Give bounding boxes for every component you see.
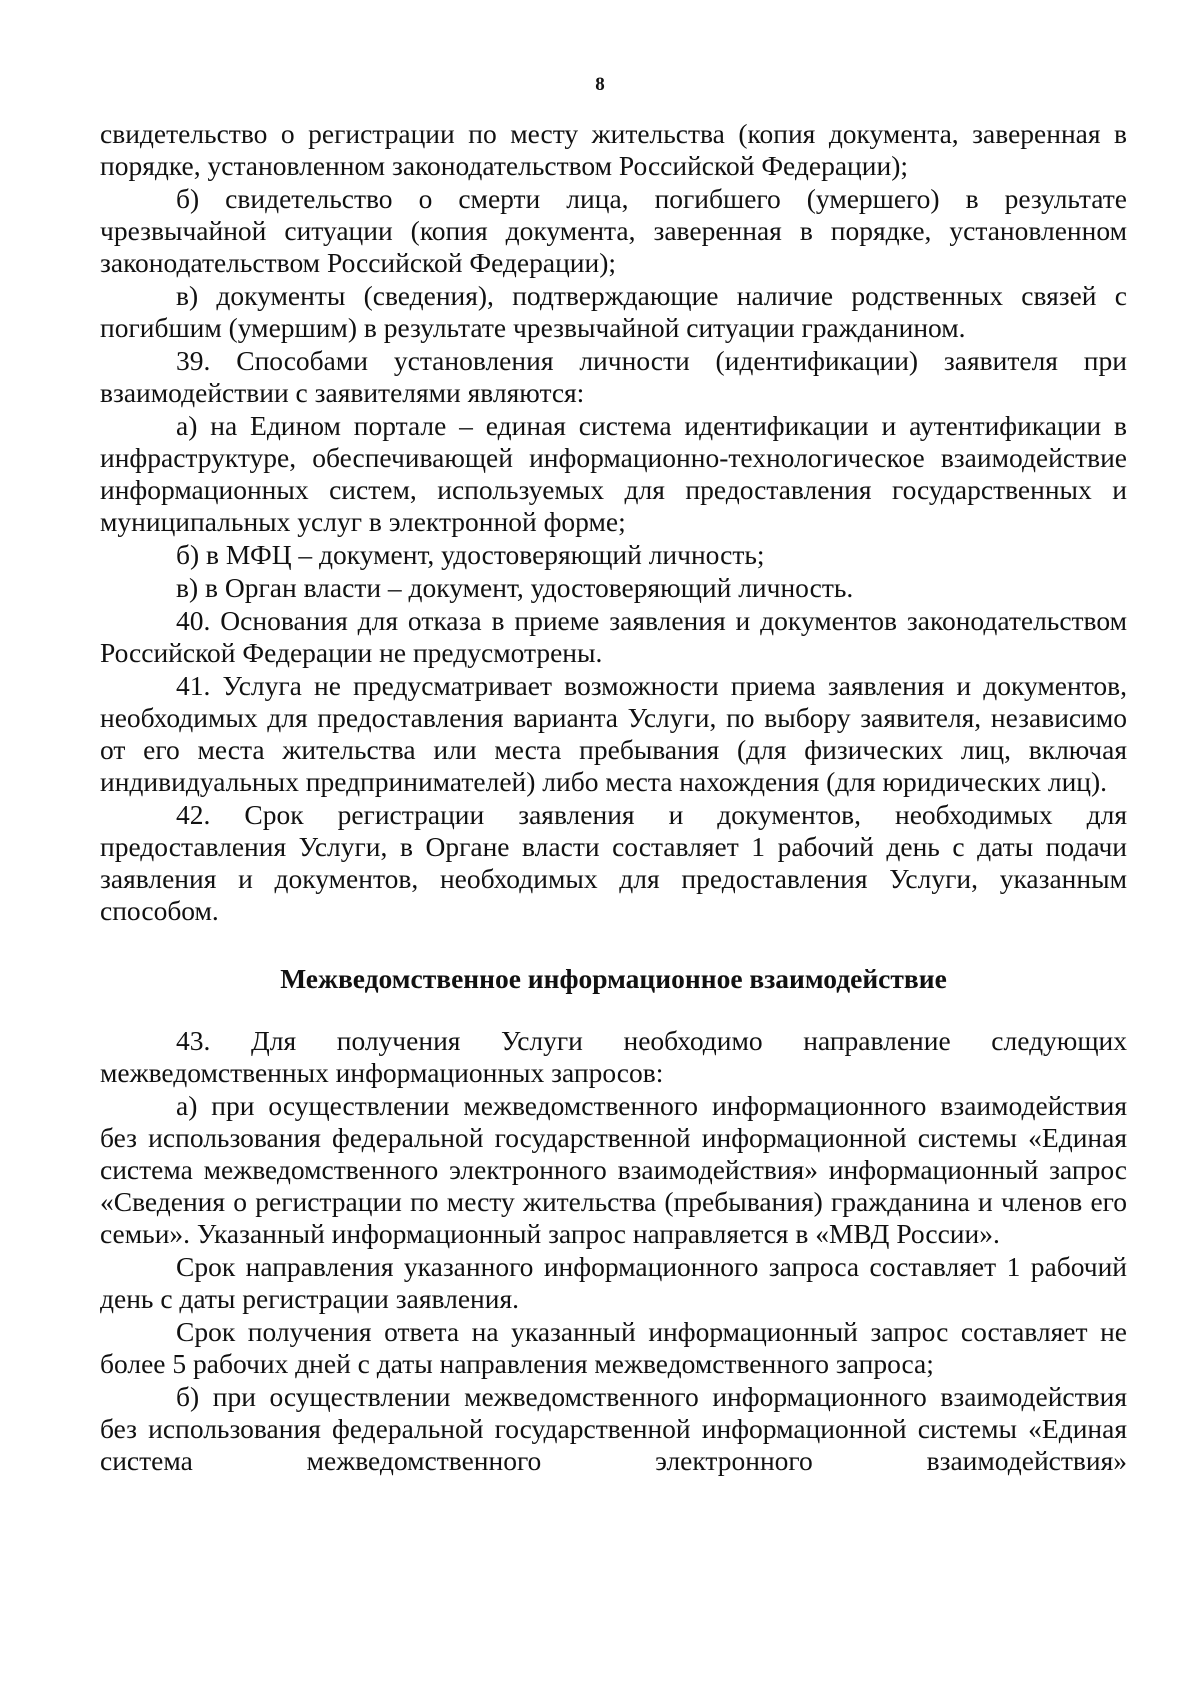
- document-body: [100, 118, 1127, 1478]
- paragraph: 43. Для получения Услуги необходимо направление следующих межведомственных информационных запросов:: [100, 1025, 1127, 1088]
- paragraph: а) при осуществлении межведомственного информационного взаимодействия без использования федеральной государственной информационной системы «Единая система межведомственного электронного взаимодействия» информационный запрос «Сведения о регистрации по месту жительства (пребывания) гражданина и членов его семьи». Указанный информационный запрос направляется в «МВД России».: [100, 1090, 1127, 1249]
- paragraph: свидетельство о регистрации по месту жительства (копия документа, заверенная в порядке, установленном законодательством Российской Федерации);: [100, 118, 1127, 181]
- section-heading: Межведомственное информационное взаимодействие: [280, 963, 947, 994]
- paragraph: б) при осуществлении межведомственного информационного взаимодействия без использования федеральной государственной информационной системы «Единая система межведомственного электронного взаимодействия»: [100, 1381, 1127, 1476]
- paragraph: 39. Способами установления личности (идентификации) заявителя при взаимодействии с заявителями являются:: [100, 345, 1127, 408]
- paragraph: 41. Услуга не предусматривает возможности приема заявления и документов, необходимых для предоставления варианта Услуги, по выбору заявителя, независимо от его места жительства или места пребывания (для физических лиц, включая индивидуальных предпринимателей) либо места нахождения (для юридических лиц).: [100, 670, 1127, 797]
- paragraph: Срок получения ответа на указанный информационный запрос составляет не более 5 рабочих дней с даты направления межведомственного запроса;: [100, 1316, 1127, 1379]
- paragraph: в) в Орган власти – документ, удостоверяющий личность.: [176, 572, 854, 603]
- paragraph: в) документы (сведения), подтверждающие наличие родственных связей с погибшим (умершим) в результате чрезвычайной ситуации гражданином.: [100, 280, 1127, 343]
- paragraph: б) в МФЦ – документ, удостоверяющий личность;: [176, 539, 765, 570]
- paragraph: 42. Срок регистрации заявления и документов, необходимых для предоставления Услуги, в Органе власти составляет 1 рабочий день с даты подачи заявления и документов, необходимых для предоставления Услуги, указанным способом.: [100, 799, 1127, 926]
- paragraph: 40. Основания для отказа в приеме заявления и документов законодательством Российской Федерации не предусмотрены.: [100, 605, 1127, 668]
- paragraph: б) свидетельство о смерти лица, погибшего (умершего) в результате чрезвычайной ситуации (копия документа, заверенная в порядке, установленном законодательством Российской Федерации);: [100, 183, 1127, 278]
- page-number: 8: [595, 74, 605, 95]
- paragraph: Срок направления указанного информационного запроса составляет 1 рабочий день с даты регистрации заявления.: [100, 1251, 1127, 1314]
- paragraph: а) на Едином портале – единая система идентификации и аутентификации в инфраструктуре, обеспечивающей информационно-технологическое взаимодействие информационных систем, используемых для предоставления государственных и муниципальных услуг в электронной форме;: [100, 410, 1127, 537]
